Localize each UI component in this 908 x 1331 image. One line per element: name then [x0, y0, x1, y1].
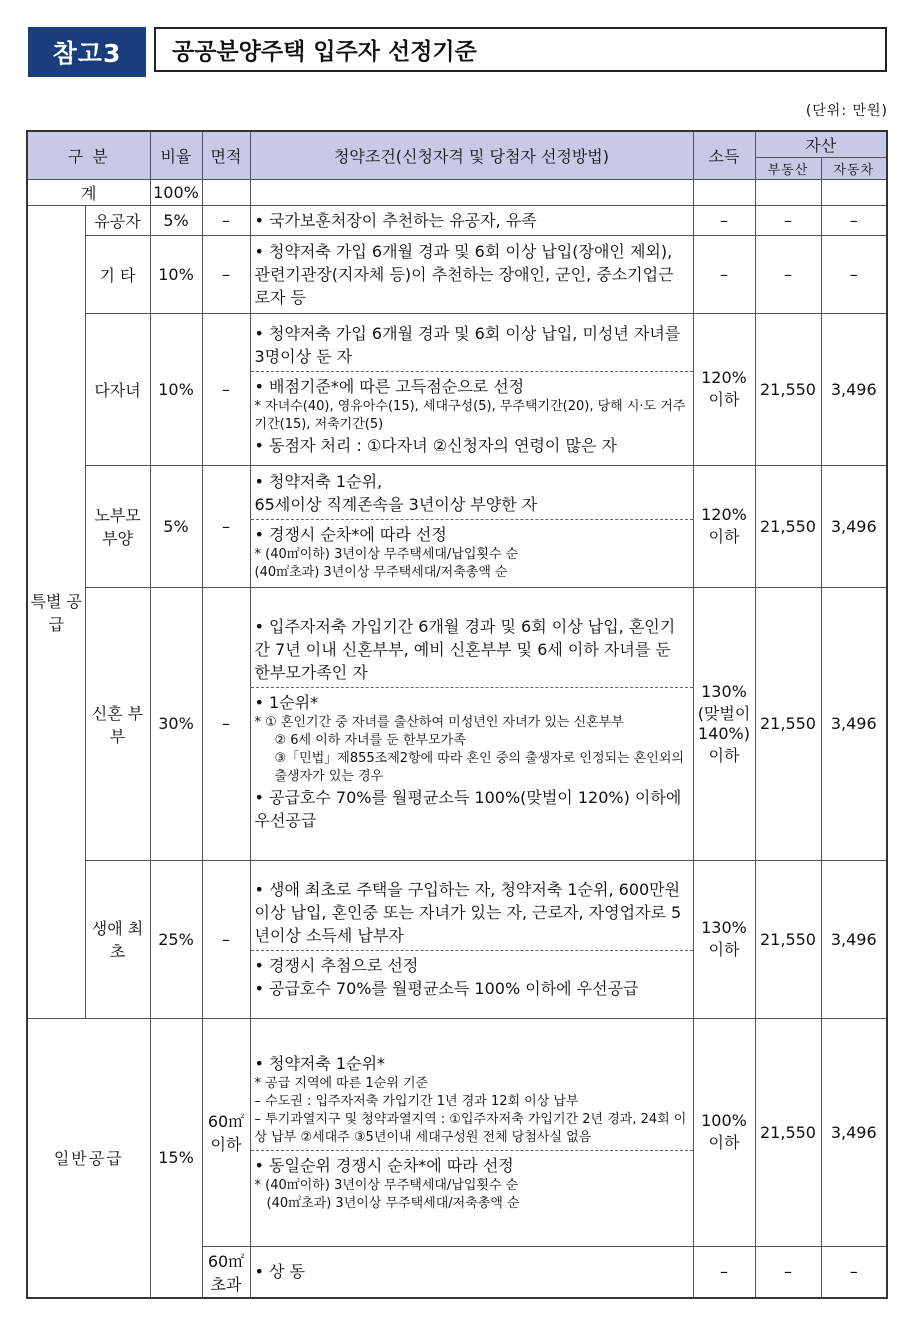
header-income: 소득	[693, 131, 755, 179]
row-area: –	[202, 465, 250, 587]
condition-line: • 입주자저축 가입기간 6개월 경과 및 6회 이상 납입, 혼인기간 7년 이내 신혼부부, 예비 신혼부부 및 6세 이하 자녀를 둔 한부모가족인 자	[254, 617, 676, 682]
condition-line: • 1순위*	[254, 693, 319, 712]
selection-criteria-table	[26, 130, 888, 1299]
page-title: 공공분양주택 입주자 선정기준	[154, 27, 887, 72]
dashed-divider	[251, 950, 693, 951]
condition-line: • 배점기준*에 따른 고득점순으로 선정	[254, 376, 525, 396]
condition-line: • 공급호수 70%를 월평균소득 100%(맞벌이 120%) 이하에 우선공급	[254, 788, 682, 830]
row-income: –	[693, 235, 755, 313]
condition-note: * ① 혼인기간 중 자녀를 출산하여 미성년인 자녀가 있는 신혼부부	[254, 715, 624, 730]
row-name: 노부모 부양	[85, 465, 150, 587]
row-area: –	[202, 860, 250, 1018]
row-condition	[250, 860, 693, 1018]
row-ratio: 25%	[150, 860, 202, 1018]
dashed-divider	[251, 687, 693, 688]
row-real-estate: –	[755, 235, 821, 313]
condition-note: * (40㎡이하) 3년이상 무주택세대/납입횟수 순	[254, 547, 519, 562]
section-tag: 참고3	[28, 27, 146, 77]
dashed-divider	[251, 1150, 693, 1151]
row-condition	[250, 1018, 693, 1246]
condition-note: ③「민법」제855조제2항에 따라 혼인 중의 출생자로 인정되는 혼인외의 출생자가 있는 경우	[274, 751, 684, 784]
condition-note: * (40㎡이하) 3년이상 무주택세대/납입횟수 순	[254, 1177, 519, 1193]
special-supply-label: 특별 공급	[27, 205, 85, 1018]
header-car: 자동차	[821, 157, 887, 179]
row-real-estate: 21,550	[755, 1018, 821, 1246]
condition-line: • 청약저축 1순위,	[254, 472, 383, 491]
row-condition	[250, 313, 693, 465]
row-ratio: 10%	[150, 235, 202, 313]
condition-line: • 청약저축 가입 6개월 경과 및 6회 이상 납입, 미성년 자녀를 3명이상 둔 자	[254, 323, 681, 366]
row-area: –	[202, 205, 250, 235]
row-condition: • 상 동	[250, 1246, 693, 1298]
total-ratio: 100%	[150, 179, 202, 205]
row-real-estate: 21,550	[755, 465, 821, 587]
general-supply-label: 일반공급	[27, 1018, 150, 1298]
row-real-estate: –	[755, 1246, 821, 1298]
condition-line: • 경쟁시 순차*에 따라 선정	[254, 525, 447, 544]
condition-note: ② 6세 이하 자녀를 둔 한부모가족	[274, 733, 466, 748]
row-car: –	[821, 235, 887, 313]
row-name: 유공자	[85, 205, 150, 235]
row-car: 3,496	[821, 860, 887, 1018]
dashed-divider	[251, 519, 693, 520]
row-condition: • 청약저축 가입 6개월 경과 및 6회 이상 납입(장애인 제외), 관련기관장(지자체 등)이 추천하는 장애인, 군인, 중소기업근로자 등	[250, 235, 693, 313]
condition-line: • 동점자 처리 : ①다자녀 ②신청자의 연령이 많은 자	[254, 435, 617, 455]
row-name: 기 타	[85, 235, 150, 313]
condition-note: * 공급 지역에 따른 1순위 기준	[254, 1075, 429, 1091]
row-name: 신혼 부부	[85, 587, 150, 860]
row-ratio: 5%	[150, 205, 202, 235]
condition-line: • 청약저축 1순위*	[254, 1053, 386, 1073]
row-income: –	[693, 205, 755, 235]
row-area: –	[202, 313, 250, 465]
row-income: –	[693, 1246, 755, 1298]
row-ratio: 30%	[150, 587, 202, 860]
row-condition	[250, 465, 693, 587]
row-income: 130% (맞벌이 140%) 이하	[693, 587, 755, 860]
condition-line: • 생애 최초로 주택을 구입하는 자, 청약저축 1순위, 600만원이상 납입, 혼인중 또는 자녀가 있는 자, 근로자, 자영업자로 5년이상 소득세 납부자	[254, 880, 682, 945]
row-ratio: 5%	[150, 465, 202, 587]
row-income: 120% 이하	[693, 313, 755, 465]
row-car: –	[821, 1246, 887, 1298]
row-ratio: 10%	[150, 313, 202, 465]
row-name: 다자녀	[85, 313, 150, 465]
row-car: 3,496	[821, 587, 887, 860]
row-condition: • 국가보훈처장이 추천하는 유공자, 유족	[250, 205, 693, 235]
condition-line: • 공급호수 70%를 월평균소득 100% 이하에 우선공급	[254, 979, 639, 998]
row-income: 100% 이하	[693, 1018, 755, 1246]
row-ratio: 15%	[150, 1018, 202, 1298]
row-real-estate: 21,550	[755, 860, 821, 1018]
condition-note: * 자녀수(40), 영유아수(15), 세대구성(5), 무주택기간(20), 당해 시·도 거주기간(15), 저축기간(5)	[254, 398, 686, 432]
condition-line: • 경쟁시 추첨으로 선정	[254, 956, 419, 975]
row-income: 130% 이하	[693, 860, 755, 1018]
row-income: 120% 이하	[693, 465, 755, 587]
header-area: 면적	[202, 131, 250, 179]
header-real-estate: 부동산	[755, 157, 821, 179]
row-name: 생애 최초	[85, 860, 150, 1018]
condition-note: (40㎡초과) 3년이상 무주택세대/저축총액 순	[266, 1195, 520, 1211]
unit-label: (단위: 만원)	[805, 103, 888, 119]
header-category: 구 분	[27, 131, 150, 179]
condition-note: – 투기과열지구 및 청약과열지역 : ①입주자저축 가입기간 2년 경과, 24회 이상 납부 ②세대주 ③5년이내 세대구성원 전체 당첨사실 없음	[254, 1111, 687, 1145]
dashed-divider	[251, 371, 693, 372]
condition-line: • 동일순위 경쟁시 순차*에 따라 선정	[254, 1155, 514, 1175]
row-area: 60㎡ 초과	[202, 1246, 250, 1298]
row-car: 3,496	[821, 465, 887, 587]
row-real-estate: –	[755, 205, 821, 235]
header-conditions: 청약조건(신청자격 및 당첨자 선정방법)	[250, 131, 693, 179]
condition-note: – 수도권 : 입주자저축 가입기간 1년 경과 12회 이상 납부	[254, 1093, 579, 1109]
row-car: 3,496	[821, 1018, 887, 1246]
total-label: 계	[27, 179, 150, 205]
condition-line: 65세이상 직계존속을 3년이상 부양한 자	[254, 495, 538, 514]
row-area: 60㎡ 이하	[202, 1018, 250, 1246]
row-car: 3,496	[821, 313, 887, 465]
row-real-estate: 21,550	[755, 587, 821, 860]
row-area: –	[202, 235, 250, 313]
condition-note: (40㎡초과) 3년이상 무주택세대/저축총액 순	[254, 565, 508, 580]
row-condition	[250, 587, 693, 860]
header-ratio: 비율	[150, 131, 202, 179]
header-assets: 자산	[755, 131, 887, 157]
row-area: –	[202, 587, 250, 860]
row-car: –	[821, 205, 887, 235]
row-real-estate: 21,550	[755, 313, 821, 465]
